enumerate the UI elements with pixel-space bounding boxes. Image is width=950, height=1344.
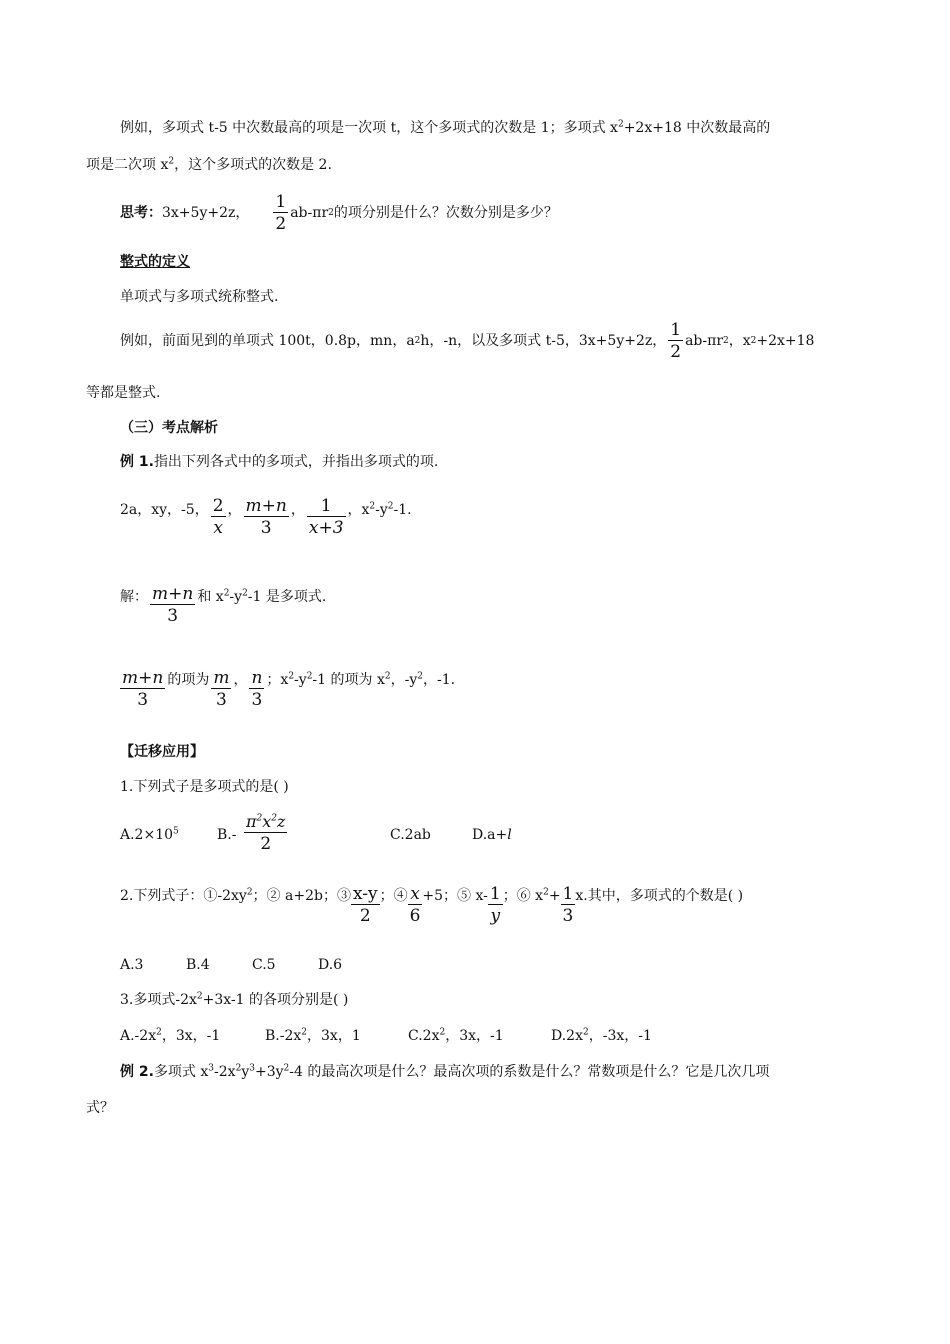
- numerator: 2: [212, 496, 224, 516]
- denominator: 3: [167, 606, 179, 626]
- fraction-xy-over-2: [351, 884, 380, 927]
- text-group: [197, 584, 326, 610]
- denominator: 2: [275, 213, 287, 234]
- superscript: 2: [417, 671, 423, 682]
- para-example-2-end: 等都是整式.: [86, 385, 161, 401]
- text: ；④: [379, 888, 408, 904]
- superscript: 2: [582, 1027, 589, 1038]
- text: -y: [229, 589, 243, 605]
- denominator: 2: [670, 341, 682, 362]
- text: -1 的项为 x: [312, 672, 385, 688]
- text: ，: [347, 502, 362, 518]
- think-line: 思考： 3x+5y+2z， $\frac{1}{2}$ ab-πr 2 的项分别是什么？次数分别是多少？: [120, 191, 558, 234]
- superscript: 2: [271, 813, 278, 824]
- option-d: [472, 825, 512, 845]
- fraction-1-over-x3: [307, 496, 346, 539]
- numerator: 1: [670, 319, 682, 340]
- example-label: 例 2.: [120, 1064, 154, 1080]
- text: 的项分别是什么？次数分别是多少？: [333, 205, 558, 221]
- numerator: m+n: [122, 668, 164, 688]
- superscript: 2: [439, 1027, 446, 1038]
- text: -4 的最高次项是什么？最高次项的系数是什么？常数项是什么？它是几次几项: [289, 1064, 770, 1080]
- text: ，x: [728, 333, 751, 349]
- text: 指出下列各式中的多项式，并指出多项式的项.: [153, 454, 439, 470]
- para-example-1-cont: [86, 155, 332, 175]
- numerator: m+n: [245, 496, 287, 516]
- text-group: [120, 884, 351, 908]
- numerator: 1: [275, 191, 287, 212]
- numerator: n: [251, 668, 263, 688]
- numerator: 1: [489, 884, 501, 904]
- numerator: x-y: [352, 884, 378, 904]
- text: ；⑥ x: [502, 888, 544, 904]
- transfer-title: 【迁移应用】: [120, 744, 204, 760]
- superscript: 2: [256, 813, 263, 824]
- text: 多项式 x: [153, 1064, 209, 1080]
- example-2-line: [120, 1062, 769, 1082]
- superscript: 2: [156, 1027, 162, 1038]
- superscript: 2: [369, 501, 376, 512]
- text: +3y: [254, 1064, 284, 1080]
- option-c: C.5: [252, 957, 276, 973]
- text: ，3x，-1: [445, 1028, 504, 1044]
- text-group: [503, 884, 561, 908]
- text-group: [348, 496, 412, 524]
- text: -2x: [214, 1064, 236, 1080]
- denominator: x: [213, 518, 223, 538]
- denominator: 2: [260, 834, 272, 854]
- fraction-1-over-y: [488, 884, 503, 927]
- example-1-line: [120, 452, 438, 472]
- text: ab-πr: [685, 333, 724, 349]
- denominator: 6: [409, 906, 421, 926]
- superscript: 2: [301, 1027, 308, 1038]
- text: ，-y: [390, 672, 418, 688]
- option-a: [120, 1026, 220, 1046]
- text-group: [266, 668, 455, 692]
- fraction-mn-over-3: [120, 668, 165, 711]
- question-3: [120, 990, 348, 1010]
- text: ，-1.: [422, 672, 456, 688]
- text: ；x: [266, 672, 289, 688]
- text: 3x+5y+2z，: [162, 205, 250, 221]
- option-a: [120, 825, 179, 845]
- text: 2a，xy，-5，: [120, 502, 209, 518]
- definition-text: 单项式与多项式统称整式.: [120, 289, 279, 305]
- text: 项是二次项 x: [86, 157, 169, 173]
- para-example-1: [120, 118, 770, 138]
- denominator: y: [490, 906, 501, 926]
- superscript: 2: [543, 887, 549, 898]
- denominator: 3: [260, 518, 272, 538]
- text: ，: [233, 672, 248, 688]
- fraction-x-over-6: [408, 884, 423, 927]
- superscript: 2: [306, 671, 313, 682]
- superscript: 2: [242, 588, 248, 599]
- definition-title: 整式的定义: [120, 254, 190, 270]
- text: A.-2x: [120, 1028, 157, 1044]
- text: A.2×10: [120, 827, 174, 843]
- text: ，: [227, 502, 242, 518]
- option-d: D.6: [318, 957, 343, 973]
- text: x: [361, 502, 370, 518]
- question-2: [120, 884, 743, 934]
- solution-line: [120, 584, 326, 634]
- text: +5；⑤ x-: [422, 888, 488, 904]
- denominator: x+3: [308, 518, 344, 538]
- superscript: 2: [617, 119, 624, 130]
- text: 例如，多项式 t-5 中次数最高的项是一次项 t，这个多项式的次数是 1；多项式 x: [120, 120, 618, 136]
- text: -1 是多项式.: [247, 589, 327, 605]
- numerator: 1: [307, 496, 346, 517]
- denominator: 2: [359, 906, 371, 926]
- text: D.2x: [551, 1028, 583, 1044]
- text: 2.下列式子：①-2xy: [120, 888, 247, 904]
- option-c: C.2ab: [390, 827, 431, 843]
- expression-list: [120, 496, 412, 548]
- option-a: A.3: [120, 957, 144, 973]
- text: D.a+: [472, 827, 508, 843]
- example-label: 例 1.: [120, 454, 154, 470]
- question-1: 1.下列式子是多项式的是( ): [120, 779, 289, 795]
- option-b: B.4: [186, 957, 210, 973]
- superscript: 3: [208, 1063, 215, 1074]
- text: ，这个多项式的次数是 2.: [174, 157, 332, 173]
- text: 解：: [120, 589, 148, 605]
- superscript: 2: [283, 1063, 290, 1074]
- denominator: 3: [215, 690, 227, 710]
- numerator: m+n: [152, 584, 194, 604]
- numerator: [244, 812, 287, 833]
- superscript: 2: [235, 1063, 242, 1074]
- superscript: 3: [249, 1063, 255, 1074]
- text: ；② a+2b；③: [252, 888, 351, 904]
- para-example-2: 例如，前面见到的单项式 100t，0.8p，mn，a 2 h，-n，以及多项式 t-5，3x+5y+2z， $\frac{1}{2}$ ab-πr 2 ，x 2 +2x+18: [120, 319, 815, 362]
- text: ，3x，1: [307, 1028, 361, 1044]
- text: +: [548, 888, 561, 904]
- text: x: [262, 812, 272, 831]
- fraction-mn-over-3: [150, 584, 195, 627]
- numerator: m: [213, 668, 230, 688]
- superscript: 2: [246, 887, 253, 898]
- text: y: [241, 1064, 250, 1080]
- section-title: （三）考点解析: [120, 420, 218, 436]
- fraction-n-over-3: [249, 668, 264, 711]
- text: +2x+18: [756, 333, 815, 349]
- text: z: [277, 812, 286, 831]
- text: ab-πr: [290, 205, 329, 221]
- text: -y: [294, 672, 307, 688]
- think-label: 思考：: [120, 205, 162, 221]
- text: l: [507, 827, 512, 843]
- fraction-1-over-3: [561, 884, 576, 927]
- terms-line: [118, 668, 455, 718]
- denominator: 3: [137, 690, 149, 710]
- text: -1.: [393, 502, 412, 518]
- option-d: [551, 1026, 652, 1046]
- superscript: 2: [223, 588, 230, 599]
- fraction-2-over-x: [211, 496, 226, 539]
- superscript: 2: [288, 671, 295, 682]
- fraction-pi2x2z-over-2: [244, 812, 287, 855]
- superscript: 2: [387, 501, 394, 512]
- text: π: [246, 812, 257, 831]
- superscript: 5: [173, 826, 179, 837]
- numerator: x: [408, 884, 423, 905]
- text: 的项为: [167, 672, 210, 688]
- superscript: 2: [384, 671, 391, 682]
- superscript: 2: [168, 156, 175, 167]
- numerator: 1: [562, 884, 574, 904]
- denominator: 3: [562, 906, 574, 926]
- fraction-mn-over-3: [244, 496, 289, 539]
- text: +2x+18 中次数最高的: [623, 120, 771, 136]
- text: 和 x: [197, 589, 224, 605]
- text: ，: [290, 502, 305, 518]
- text: +3x-1 的各项分别是( ): [202, 992, 349, 1008]
- fraction-half: [273, 192, 288, 235]
- text: ，-3x，-1: [588, 1028, 652, 1044]
- option-c: [408, 1026, 504, 1046]
- superscript: 2: [196, 991, 203, 1002]
- fraction-m-over-3: [211, 668, 231, 711]
- option-b-label: B.-: [217, 827, 237, 843]
- text: -y: [375, 502, 388, 518]
- fraction-half: [668, 320, 683, 363]
- text: B.-2x: [265, 1028, 302, 1044]
- text: x.其中，多项式的个数是( ): [575, 888, 744, 904]
- example-2-end: 式？: [86, 1100, 114, 1116]
- text: ，3x，-1: [161, 1028, 221, 1044]
- denominator: 3: [251, 690, 263, 710]
- text: C.2x: [408, 1028, 440, 1044]
- text: 例如，前面见到的单项式 100t，0.8p，mn，a: [120, 333, 415, 349]
- text: 3.多项式-2x: [120, 992, 197, 1008]
- option-b: [265, 1026, 361, 1046]
- text: h，-n，以及多项式 t-5，3x+5y+2z，: [420, 333, 667, 349]
